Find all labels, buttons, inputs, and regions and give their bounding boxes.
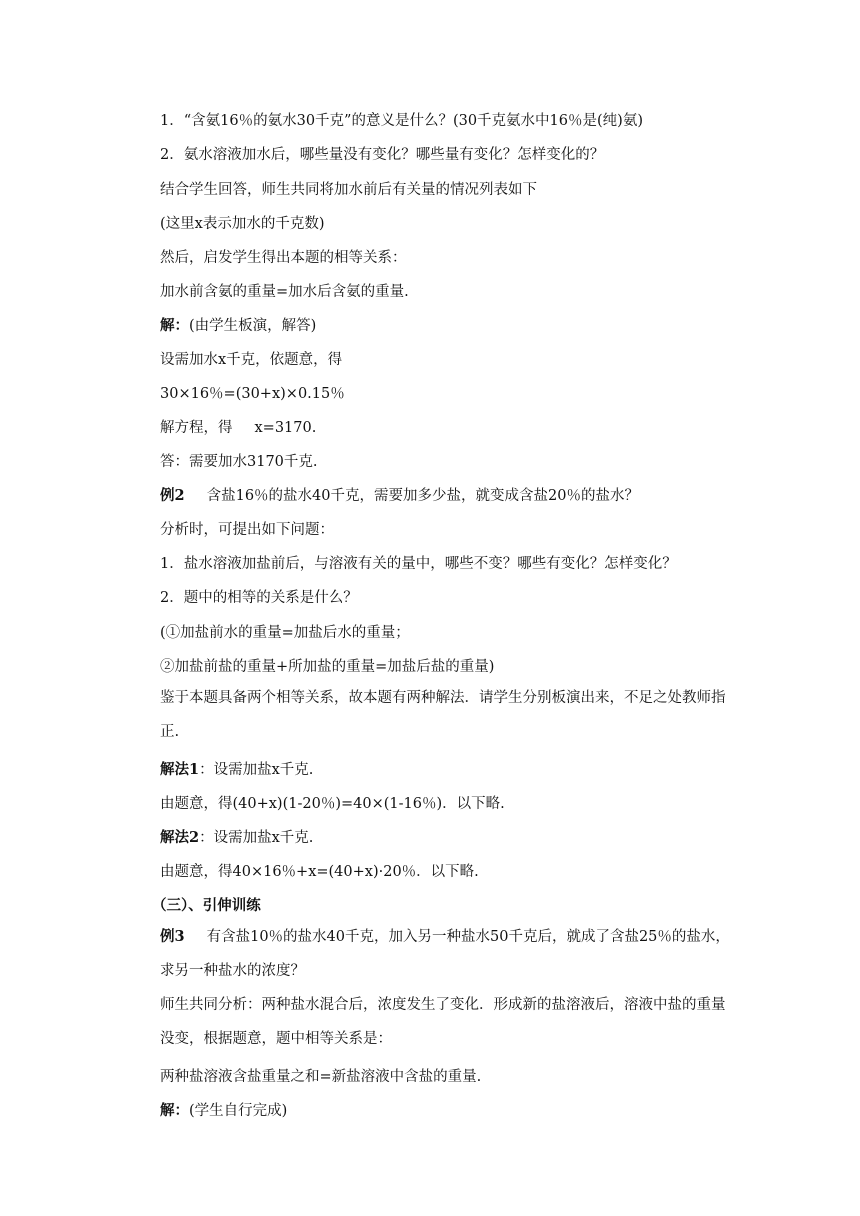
question-1: 1．“含氨16％的氨水30千克”的意义是什么？(30千克氨水中16％是(纯)氨) xyxy=(160,113,643,129)
analysis-intro: 分析时，可提出如下问题： xyxy=(160,522,334,538)
combine-text: 结合学生回答，师生共同将加水前后有关量的情况列表如下 xyxy=(160,182,537,198)
method-1 xyxy=(160,760,313,780)
two-methods-paragraph xyxy=(160,681,735,749)
example-3-text: 有含盐10％的盐水40千克，加入另一种盐水50千克后，就成了含盐25％的盐水，求另一种盐水的浓度？ xyxy=(160,929,730,979)
let-text: 设需加水x千克，依题意，得 xyxy=(160,352,343,368)
analysis-question-1: 1．盐水溶液加盐前后，与溶液有关的量中，哪些不变？哪些有变化？怎样变化？ xyxy=(160,556,677,572)
section-3-heading: （三）、引伸训练 xyxy=(152,897,261,914)
relation-list-1: (①加盐前水的重量=加盐后水的重量； xyxy=(160,625,410,641)
method-1-label: 解法1 xyxy=(160,761,200,778)
method-1-equation: 由题意，得(40+x)(1-20％)=40×(1-16％)．以下略. xyxy=(160,796,505,812)
solution-3-label: 解： xyxy=(160,1102,189,1119)
method-1-text: ：设需加盐x千克. xyxy=(199,762,314,778)
method-2-equation: 由题意，得40×16％+x=(40+x)·20％．以下略. xyxy=(160,864,479,880)
example-3-paragraph xyxy=(160,920,735,988)
solution-3-text: (学生自行完成) xyxy=(189,1103,288,1119)
method-2-label: 解法2 xyxy=(160,829,200,846)
analysis-question-2: 2．题中的相等的关系是什么？ xyxy=(160,590,358,606)
solution-3-line xyxy=(160,1101,287,1121)
example-2-label: 例2 xyxy=(160,487,185,504)
solve-equation xyxy=(160,418,316,438)
joint-analysis-paragraph: 师生共同分析：两种盐水混合后，浓度发生了变化．形成新的盐溶液后，溶液中盐的重量没变，根据题意，题中相等关系是： xyxy=(160,997,726,1047)
question-2: 2．氨水溶液加水后，哪些量没有变化？哪些量有变化？怎样变化的？ xyxy=(160,147,605,163)
solution-line xyxy=(160,316,316,336)
solve-equation-result: x=3170. xyxy=(254,420,317,436)
relation-3: 两种盐溶液含盐重量之和=新盐溶液中含盐的重量. xyxy=(160,1069,482,1085)
example-2-text: 含盐16％的盐水40千克，需要加多少盐，就变成含盐20％的盐水？ xyxy=(206,488,639,504)
solution-text: (由学生板演，解答) xyxy=(189,318,317,334)
example-2 xyxy=(160,486,639,506)
relation-list-2: ②加盐前盐的重量+所加盐的重量=加盐后盐的重量) xyxy=(160,659,495,675)
relation-1: 加水前含氨的重量=加水后含氨的重量. xyxy=(160,284,409,300)
answer-text: 答：需要加水3170千克. xyxy=(160,454,318,470)
solution-label: 解： xyxy=(160,317,189,334)
two-methods-text: 鉴于本题具备两个相等关系，故本题有两种解法．请学生分别板演出来，不足之处教师指正. xyxy=(160,690,726,740)
solve-equation-label: 解方程，得 xyxy=(160,420,233,436)
example-3-label: 例3 xyxy=(160,928,185,945)
x-note: (这里x表示加水的千克数) xyxy=(160,216,325,232)
method-2-text: ：设需加盐x千克. xyxy=(199,830,314,846)
then-text: 然后，启发学生得出本题的相等关系： xyxy=(160,250,407,266)
equation: 30×16％=(30+x)×0.15％ xyxy=(160,386,345,402)
method-2 xyxy=(160,828,313,848)
